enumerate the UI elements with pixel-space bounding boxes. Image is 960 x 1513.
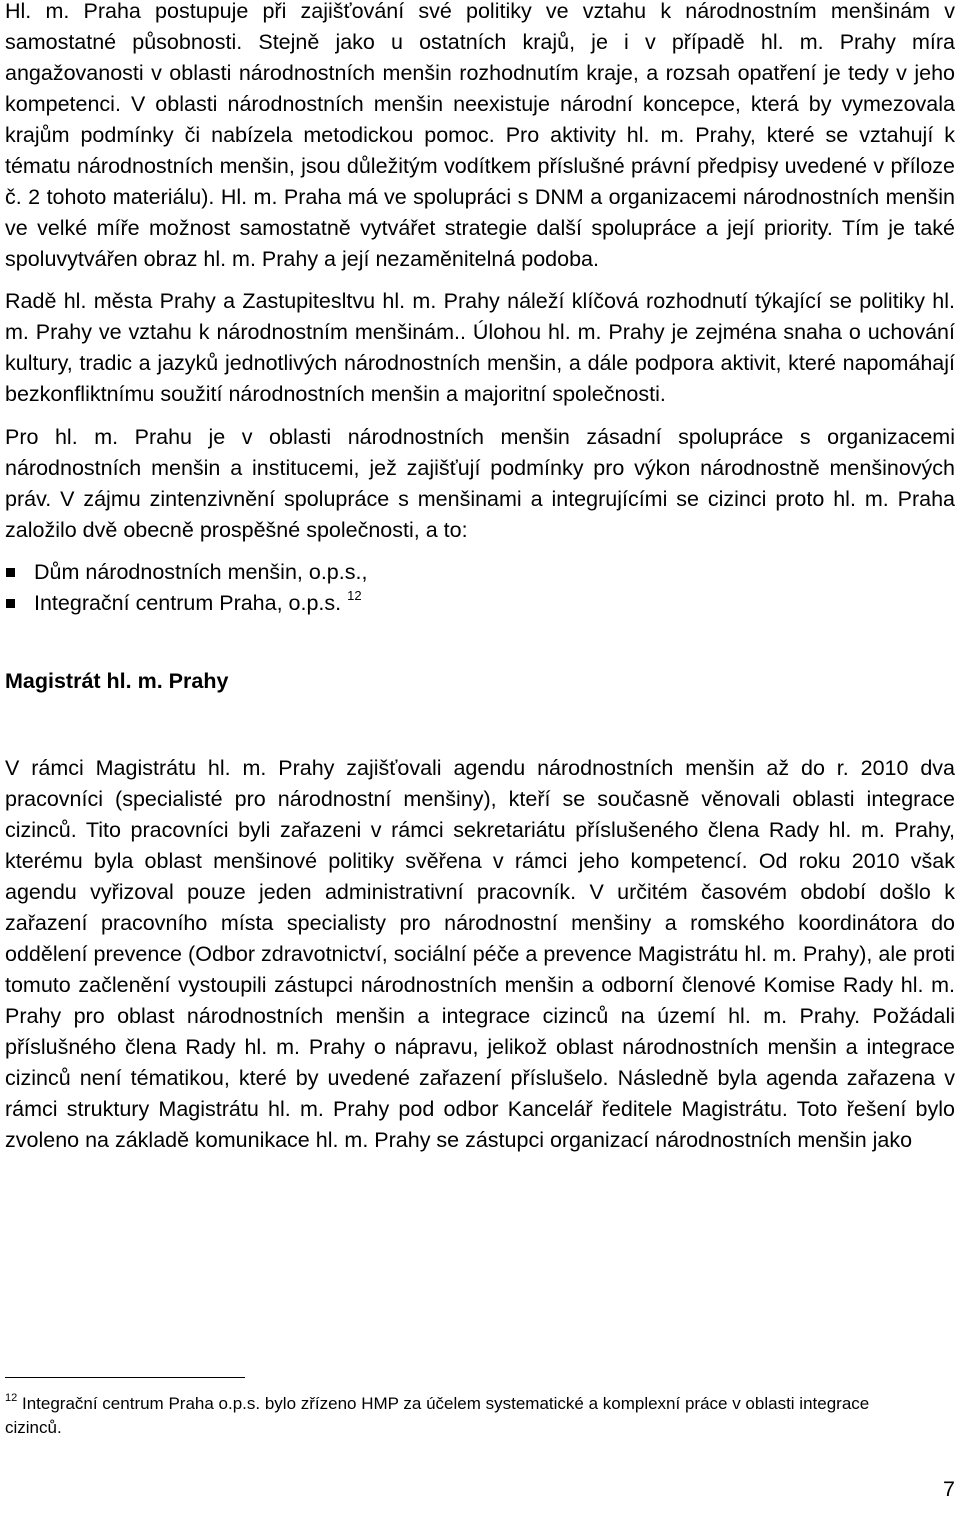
footnote — [5, 1392, 905, 1440]
footnote-text: Integrační centrum Praha o.p.s. bylo zřízeno HMP za účelem systematické a komplexní práce v oblasti integrace cizinců. — [5, 1394, 870, 1437]
list-item — [5, 557, 955, 588]
bullet-list — [5, 557, 955, 619]
list-item — [5, 588, 955, 619]
paragraph-council-role: Radě hl. města Prahy a Zastupitesltvu hl. m. Prahy náleží klíčová rozhodnutí týkající se politiky hl. m. Prahy ve vztahu k národnostním menšinám.. Úlohou hl. m. Prahy je zejména snaha o uchování kultury, tradic a jazyků jednotlivých národnostních menšin, a dále podpora aktivit, které napomáhají bezkonfliktnímu soužití národnostních menšin a majoritní společnosti. — [5, 289, 955, 406]
paragraph-magistrate: V rámci Magistrátu hl. m. Prahy zajišťovali agendu národnostních menšin až do r. 2010 dva pracovníci (specialisté pro národnostní menšiny), kteří se současně věnovali oblasti integrace cizinců. Tito pracovníci byli zařazeni v rámci sekretariátu příslušeného člena Rady hl. m. Prahy, kterému byla oblast menšinové politiky svěřena v rámci jeho kompetencí. Od roku 2010 však agendu vyřizoval pouze jeden administrativní pracovník. V určitém časovém období došlo k zařazení pracovního místa specialisty pro národnostní menšiny a romského koordinátora do oddělení prevence (Odbor zdravotnictví, sociální péče a prevence Magistrátu hl. m. Prahy), ale proti tomuto začlenění vystoupili zástupci národnostních menšin a odborní členové Komise Rady hl. m. Prahy pro oblast národnostních menšin a integrace cizinců na území hl. m. Prahy. Požádali příslušného člena Rady hl. m. Prahy o nápravu, jelikož oblast národnostních menšin a integrace cizinců není tématikou, které by uvedené zařazení příslušelo. Následně byla agenda zařazena v rámci struktury Magistrátu hl. m. Prahy pod odbor Kancelář ředitele Magistrátu. Toto řešení bylo zvoleno na základě komunikace hl. m. Prahy se zástupci organizací národnostních menšin jako — [5, 756, 955, 1152]
bullet-square-icon — [6, 599, 15, 608]
footnote-number: 12 — [5, 1392, 18, 1404]
bullet-square-icon — [6, 568, 15, 577]
list-item-text: Integrační centrum Praha, o.p.s. — [34, 591, 342, 615]
footnote-reference[interactable]: 12 — [347, 588, 362, 603]
paragraph-policy-intro: Hl. m. Praha postupuje při zajišťování své politiky ve vztahu k národnostním menšinám v samostatné působnosti. Stejně jako u ostatních krajů, je i v případě hl. m. Prahy míra angažovanosti v oblasti národnostních menšin rozhodnutím kraje, a rozsah opatření je tedy v jeho kompetenci. V oblasti národnostních menšin neexistuje národní koncepce, která by vymezovala krajům podmínky či nabízela metodickou pomoc. Pro aktivity hl. m. Prahy, které se vztahují k tématu národnostních menšin, jsou důležitým vodítkem příslušné právní předpisy uvedené v příloze č. 2 tohoto materiálu). Hl. m. Praha má ve spolupráci s DNM a organizacemi národnostních menšin ve velké míře možnost samostatně vytvářet strategie další spolupráce a její priority. Tím je také spoluvytvářen obraz hl. m. Prahy a její nezaměnitelná podoba. — [5, 0, 955, 271]
document-page — [5, 0, 955, 1156]
paragraph-cooperation: Pro hl. m. Prahu je v oblasti národnostních menšin zásadní spolupráce s organizacemi národnostních menšin a institucemi, jež zajišťují podmínky pro výkon národnostně menšinových práv. V zájmu zintenzivnění spolupráce s menšinami a integrujícími se cizinci proto hl. m. Praha založilo dvě obecně prospěšné společnosti, a to: — [5, 425, 955, 542]
page-number: 7 — [943, 1477, 955, 1501]
footnote-divider — [5, 1377, 245, 1378]
section-heading: Magistrát hl. m. Prahy — [5, 669, 229, 693]
list-item-text: Dům národnostních menšin, o.p.s., — [34, 560, 368, 584]
